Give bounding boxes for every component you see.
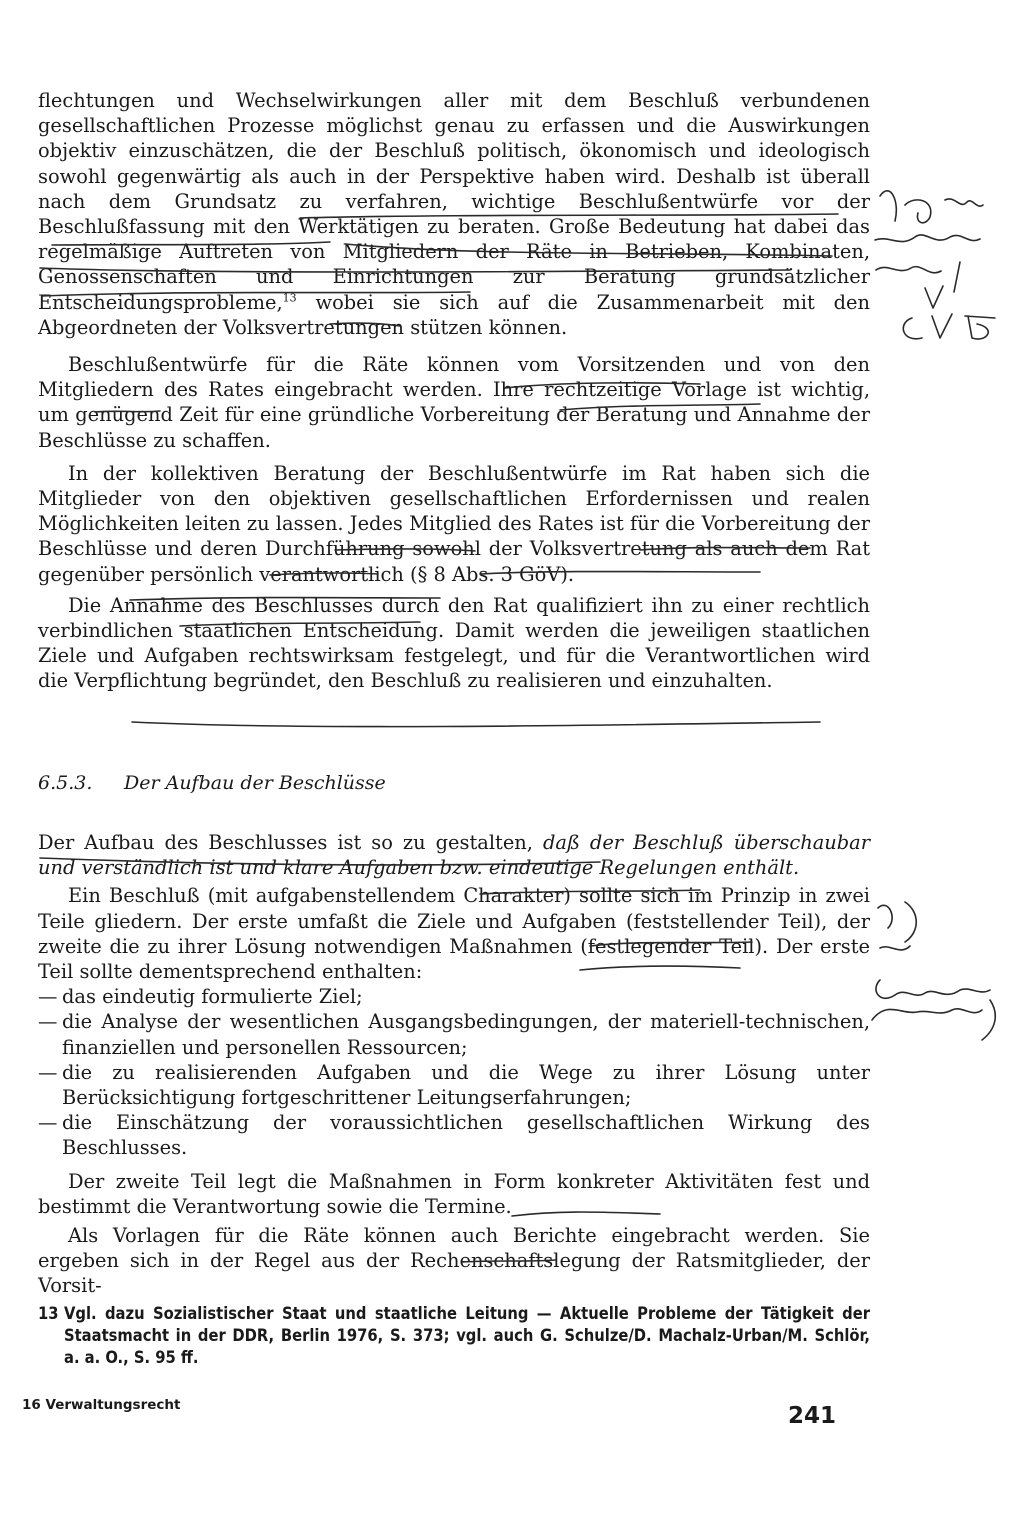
paragraph-8: Als Vorlagen für die Räte können auch Berichte eingebracht werden. Sie ergeben sich in der Regel aus der Rechenschaftslegung der Ratsmitglieder, der Vorsit-	[38, 1224, 870, 1298]
list-item: — die zu realisierenden Aufgaben und die Wege zu ihrer Lösung unter Berücksichtigung fortgeschrittener Leitungserfahrungen;	[38, 1060, 870, 1110]
margin-note	[876, 980, 990, 998]
underline-mark	[132, 722, 820, 727]
list-item: — die Einschätzung der voraussichtlichen gesellschaftlichen Wirkung des Beschlusses.	[38, 1111, 870, 1160]
footnote-text: Vgl. dazu Sozialistischer Staat und staatliche Leitung — Aktuelle Probleme der Tätigkeit der Staatsmacht in der DDR, Berlin 1976, S. 373; vgl. auch G. Schulze/D. Machalz-Urban/M. Schlör, a. a. O., S. 95 ff.	[64, 1304, 870, 1367]
paragraph-3: In der kollektiven Beratung der Beschlußentwürfe im Rat haben sich die Mitglieder von den objektiven gesellschaftlichen Erfordernissen und realen Möglichkeiten leiten zu lassen. Jedes Mitglied des Rates ist für die Vorbereitung der Beschlüsse und deren Durchführung sowohl der Volksvertretung als auch dem Rat gegenüber persönlich verantwortlich (§ 8 Abs. 3 GöV).	[38, 461, 870, 586]
margin-note	[876, 262, 960, 292]
margin-note	[872, 1000, 995, 1040]
paragraph-5: Der Aufbau des Beschlusses ist so zu gestalten, daß der Beschluß überschaubar und verständlich ist und klare Aufgaben bzw. eindeutige Regelungen enthält.	[38, 831, 871, 880]
margin-note	[903, 314, 995, 339]
body-text-top	[38, 88, 870, 694]
paragraph-1: flechtungen und Wechselwirkungen aller mit dem Beschluß verbundenen gesellschaftlichen Prozesse möglichst genau zu erfassen und die Auswirkungen objektiv einzuschätzen, die der Beschluß politisch, ökonomisch und ideologisch sowohl gegenwärtig als auch in der Perspektive haben wird. Deshalb ist überall nach dem Grundsatz zu verfahren, wichtige Beschlußentwürfe vor der Beschlußfassung mit den Werktätigen zu beraten. Große Bedeutung hat dabei das regelmäßige Auftreten von Mitgliedern der Räte in Betrieben, Kombinaten, Genossenschaften und Einrichtungen zur Beratung grundsätzlicher Entscheidungsprobleme,$^{13}$ wobei sie sich auf die Zusammenarbeit mit den Abgeordneten der Volksvertretungen stützen können.	[38, 89, 870, 339]
printer-signature: 16 Verwaltungsrecht	[22, 1397, 181, 1413]
margin-note	[875, 235, 980, 242]
body-text-bottom	[38, 830, 870, 1299]
list-item: — das eindeutig formulierte Ziel;	[38, 985, 363, 1009]
emphasis-text: daß der Beschluß überschaubar und verständlich ist und klare Aufgaben bzw. eindeutige Regelungen enthält.	[38, 831, 871, 880]
margin-note	[880, 191, 983, 223]
section-title: Der Aufbau der Beschlüsse	[124, 772, 386, 794]
section-heading	[38, 770, 386, 796]
margin-note	[880, 946, 910, 950]
page-number: 241	[788, 1403, 837, 1429]
paragraph-7: Der zweite Teil legt die Maßnahmen in Form konkreter Aktivitäten fest und bestimmt die Verantwortung sowie die Termine.	[38, 1169, 870, 1218]
footnote-number: 13	[38, 1304, 59, 1323]
margin-note	[925, 286, 943, 308]
footnote	[38, 1303, 870, 1369]
paragraph-6: Ein Beschluß (mit aufgabenstellendem Charakter) sollte sich im Prinzip in zwei Teile gliedern. Der erste umfaßt die Ziele und Aufgaben (feststellender Teil), der zweite die zu ihrer Lösung notwendigen Maßnahmen (festlegender Teil). Der erste Teil sollte dementsprechend enthalten:	[38, 884, 870, 984]
paragraph-2: Beschlußentwürfe für die Räte können vom Vorsitzenden und von den Mitgliedern des Rates eingebracht werden. Ihre rechtzeitige Vorlage ist wichtig, um genügend Zeit für eine gründliche Vorbereitung der Beratung und Annahme der Beschlüsse zu schaffen.	[38, 353, 870, 452]
list-item: — die Analyse der wesentlichen Ausgangsbedingungen, der materiell-technischen, finanziellen und personellen Ressourcen;	[38, 1010, 870, 1059]
margin-note	[878, 902, 916, 942]
paragraph-4: Die Annahme des Beschlusses durch den Rat qualifiziert ihn zu einer rechtlich verbindlichen staatlichen Entscheidung. Damit werden die jeweiligen staatlichen Ziele und Aufgaben rechtswirksam festgelegt, und für die Verantwortlichen wird die Verpflichtung begründet, den Beschluß zu realisieren und einzuhalten.	[38, 593, 870, 693]
requirements-list	[38, 984, 870, 1160]
section-number: 6.5.3.	[38, 772, 93, 794]
footnote-reference[interactable]: 13	[282, 291, 297, 305]
